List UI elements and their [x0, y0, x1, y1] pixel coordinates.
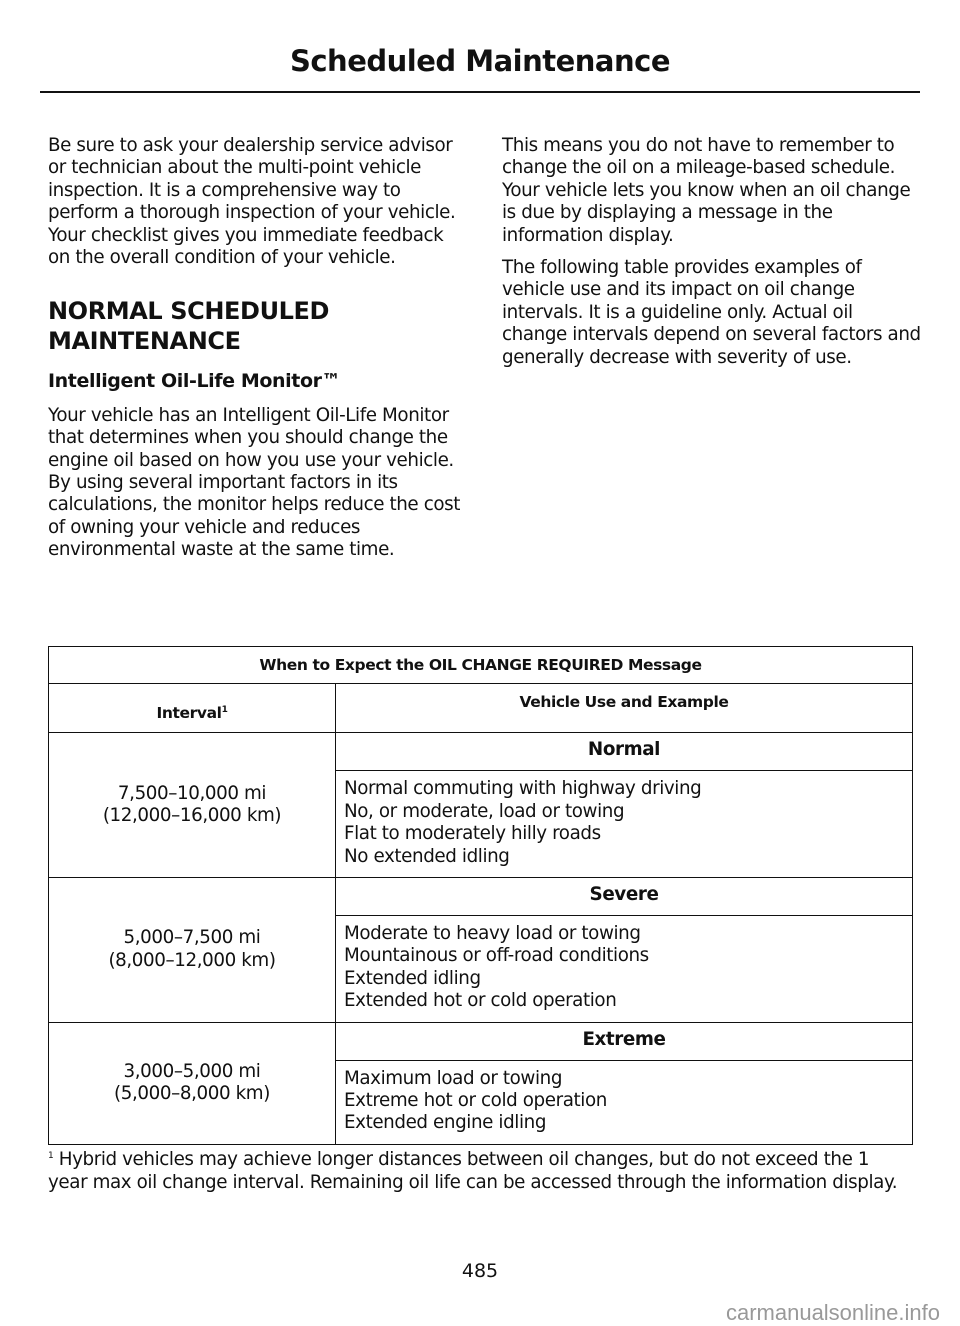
category-cell: Extreme — [336, 1022, 913, 1060]
category-cell: Severe — [336, 878, 913, 916]
use-item: Extended engine idling — [344, 1112, 547, 1134]
page-title: Scheduled Maintenance — [289, 44, 671, 78]
interval-cell: 5,000–7,500 mi (8,000–12,000 km) — [49, 878, 336, 1023]
paragraph: The following table provides examples of vehicle use and its impact on oil change intervals. It is a guideline only. Actual oil change intervals depend on several factors and generally decrease with severity of use. — [502, 257, 921, 368]
interval-cell: 3,000–5,000 mi (5,000–8,000 km) — [49, 1022, 336, 1144]
oil-change-table — [48, 646, 913, 1145]
uses-cell — [336, 771, 913, 878]
use-item: Mountainous or off-road conditions — [344, 945, 649, 967]
watermark: carmanualsonline.info — [725, 1300, 940, 1325]
intro-paragraph: Be sure to ask your dealership service advisor or technician about the multi-point vehicle inspection. It is a comprehensive way to perform a thorough inspection of your vehicle. Your checklist gives you immediate feedback on the overall condition of your vehicle. — [48, 135, 456, 269]
use-item: Normal commuting with highway driving — [344, 778, 702, 800]
col-header-interval: Interval$^1$ — [49, 684, 336, 733]
paragraph: This means you do not have to remember to change the oil on a mileage-based schedule. Your vehicle lets you know when an oil change is due by displaying a message in the information display. — [502, 135, 911, 246]
use-item: Extended hot or cold operation — [344, 990, 617, 1012]
use-item: Moderate to heavy load or towing — [344, 923, 641, 945]
category-cell: Normal — [336, 733, 913, 771]
footnote: $^1$ Hybrid vehicles may achieve longer distances between oil changes, but do not exceed the 1 year max oil change interval. Remaining oil life can be accessed through the information display. — [48, 1149, 898, 1193]
page-number: 485 — [461, 1260, 499, 1282]
uses-cell — [336, 1060, 913, 1144]
use-item: No, or moderate, load or towing — [344, 800, 625, 822]
use-item: No extended idling — [344, 845, 510, 867]
use-item: Extended idling — [344, 967, 481, 989]
table-title: When to Expect the OIL CHANGE REQUIRED Message — [49, 647, 913, 684]
col-header-use: Vehicle Use and Example — [336, 684, 913, 733]
table-row — [49, 733, 913, 771]
use-item: Maximum load or towing — [344, 1067, 563, 1089]
interval-cell: 7,500–10,000 mi (12,000–16,000 km) — [49, 733, 336, 878]
section-heading: NORMAL SCHEDULED MAINTENANCE — [48, 297, 330, 356]
table-row — [49, 1022, 913, 1060]
subsection-heading: Intelligent Oil-Life Monitor™ — [48, 370, 341, 393]
use-item: Extreme hot or cold operation — [344, 1090, 607, 1112]
monitor-paragraph: Your vehicle has an Intelligent Oil-Life Monitor that determines when you should change the engine oil based on how you use your vehicle. By using several important factors in its calculations, the monitor helps reduce the cost of owning your vehicle and reduces environmental waste at the same time. — [48, 404, 461, 561]
right-column — [502, 135, 922, 379]
left-column — [48, 135, 468, 572]
header-divider — [40, 91, 920, 93]
use-item: Flat to moderately hilly roads — [344, 823, 601, 845]
table-row — [49, 878, 913, 916]
uses-cell — [336, 916, 913, 1023]
